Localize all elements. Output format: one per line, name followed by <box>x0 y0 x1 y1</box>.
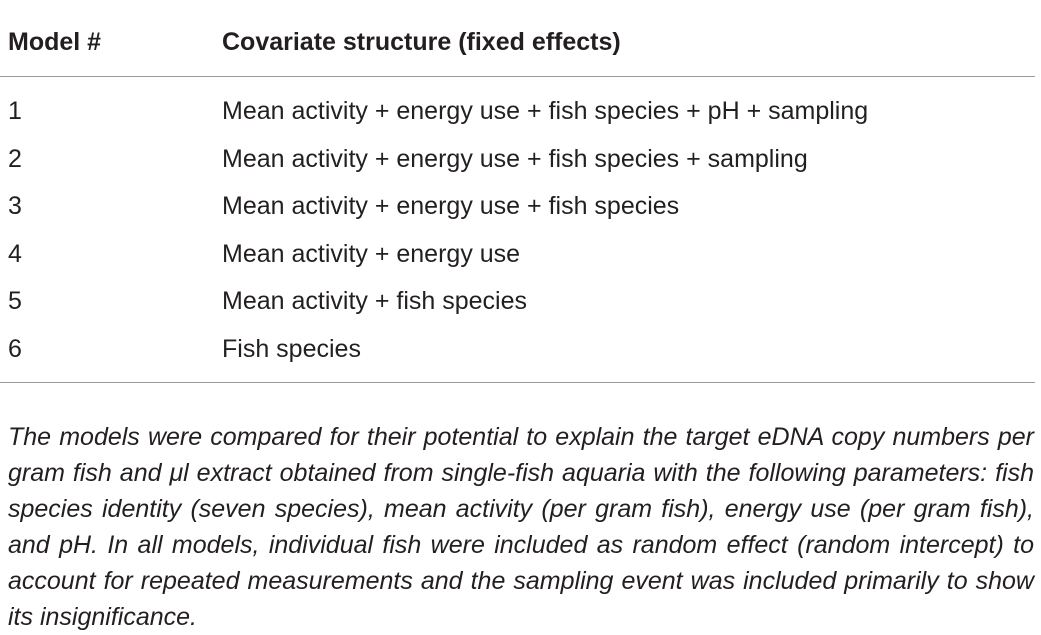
covariate-cell: Mean activity + energy use + fish species <box>222 192 680 220</box>
model-number-cell: 4 <box>8 239 22 268</box>
model-number-cell: 1 <box>8 97 22 125</box>
table-footnote: The models were compared for their potential to explain the target eDNA copy numbers per gram fish and μl extract obtained from single-fish aquaria with the following parameters: fish species identity (seven species), mean activity (per gram fish), energy use (per gram fish), and pH. In all models, individual fish were included as random effect (random intercept) to account for repeated measurements and the sampling event was included primarily to show its insignificance. <box>8 423 1034 631</box>
covariate-cell: Mean activity + energy use <box>222 239 521 268</box>
table-header <box>0 0 1041 76</box>
table-body <box>0 89 1041 374</box>
header-model-number: Model # <box>8 28 102 56</box>
table-row <box>0 327 1041 375</box>
header-covariate-structure: Covariate structure (fixed effects) <box>222 28 621 56</box>
model-number-cell: 5 <box>8 287 22 315</box>
table-row <box>0 137 1041 185</box>
table-bottom-divider <box>0 382 1035 383</box>
covariate-cell: Mean activity + energy use + fish species + sampling <box>222 144 808 173</box>
table-row <box>0 184 1041 232</box>
model-number-cell: 6 <box>8 334 22 363</box>
covariate-cell: Fish species <box>222 334 361 363</box>
table-row <box>0 279 1041 327</box>
covariate-cell: Mean activity + fish species <box>222 287 527 315</box>
header-divider <box>0 76 1035 77</box>
model-number-cell: 3 <box>8 192 22 220</box>
model-number-cell: 2 <box>8 144 22 173</box>
table-row <box>0 232 1041 280</box>
table-row <box>0 89 1041 137</box>
covariate-cell: Mean activity + energy use + fish species + pH + sampling <box>222 97 869 125</box>
